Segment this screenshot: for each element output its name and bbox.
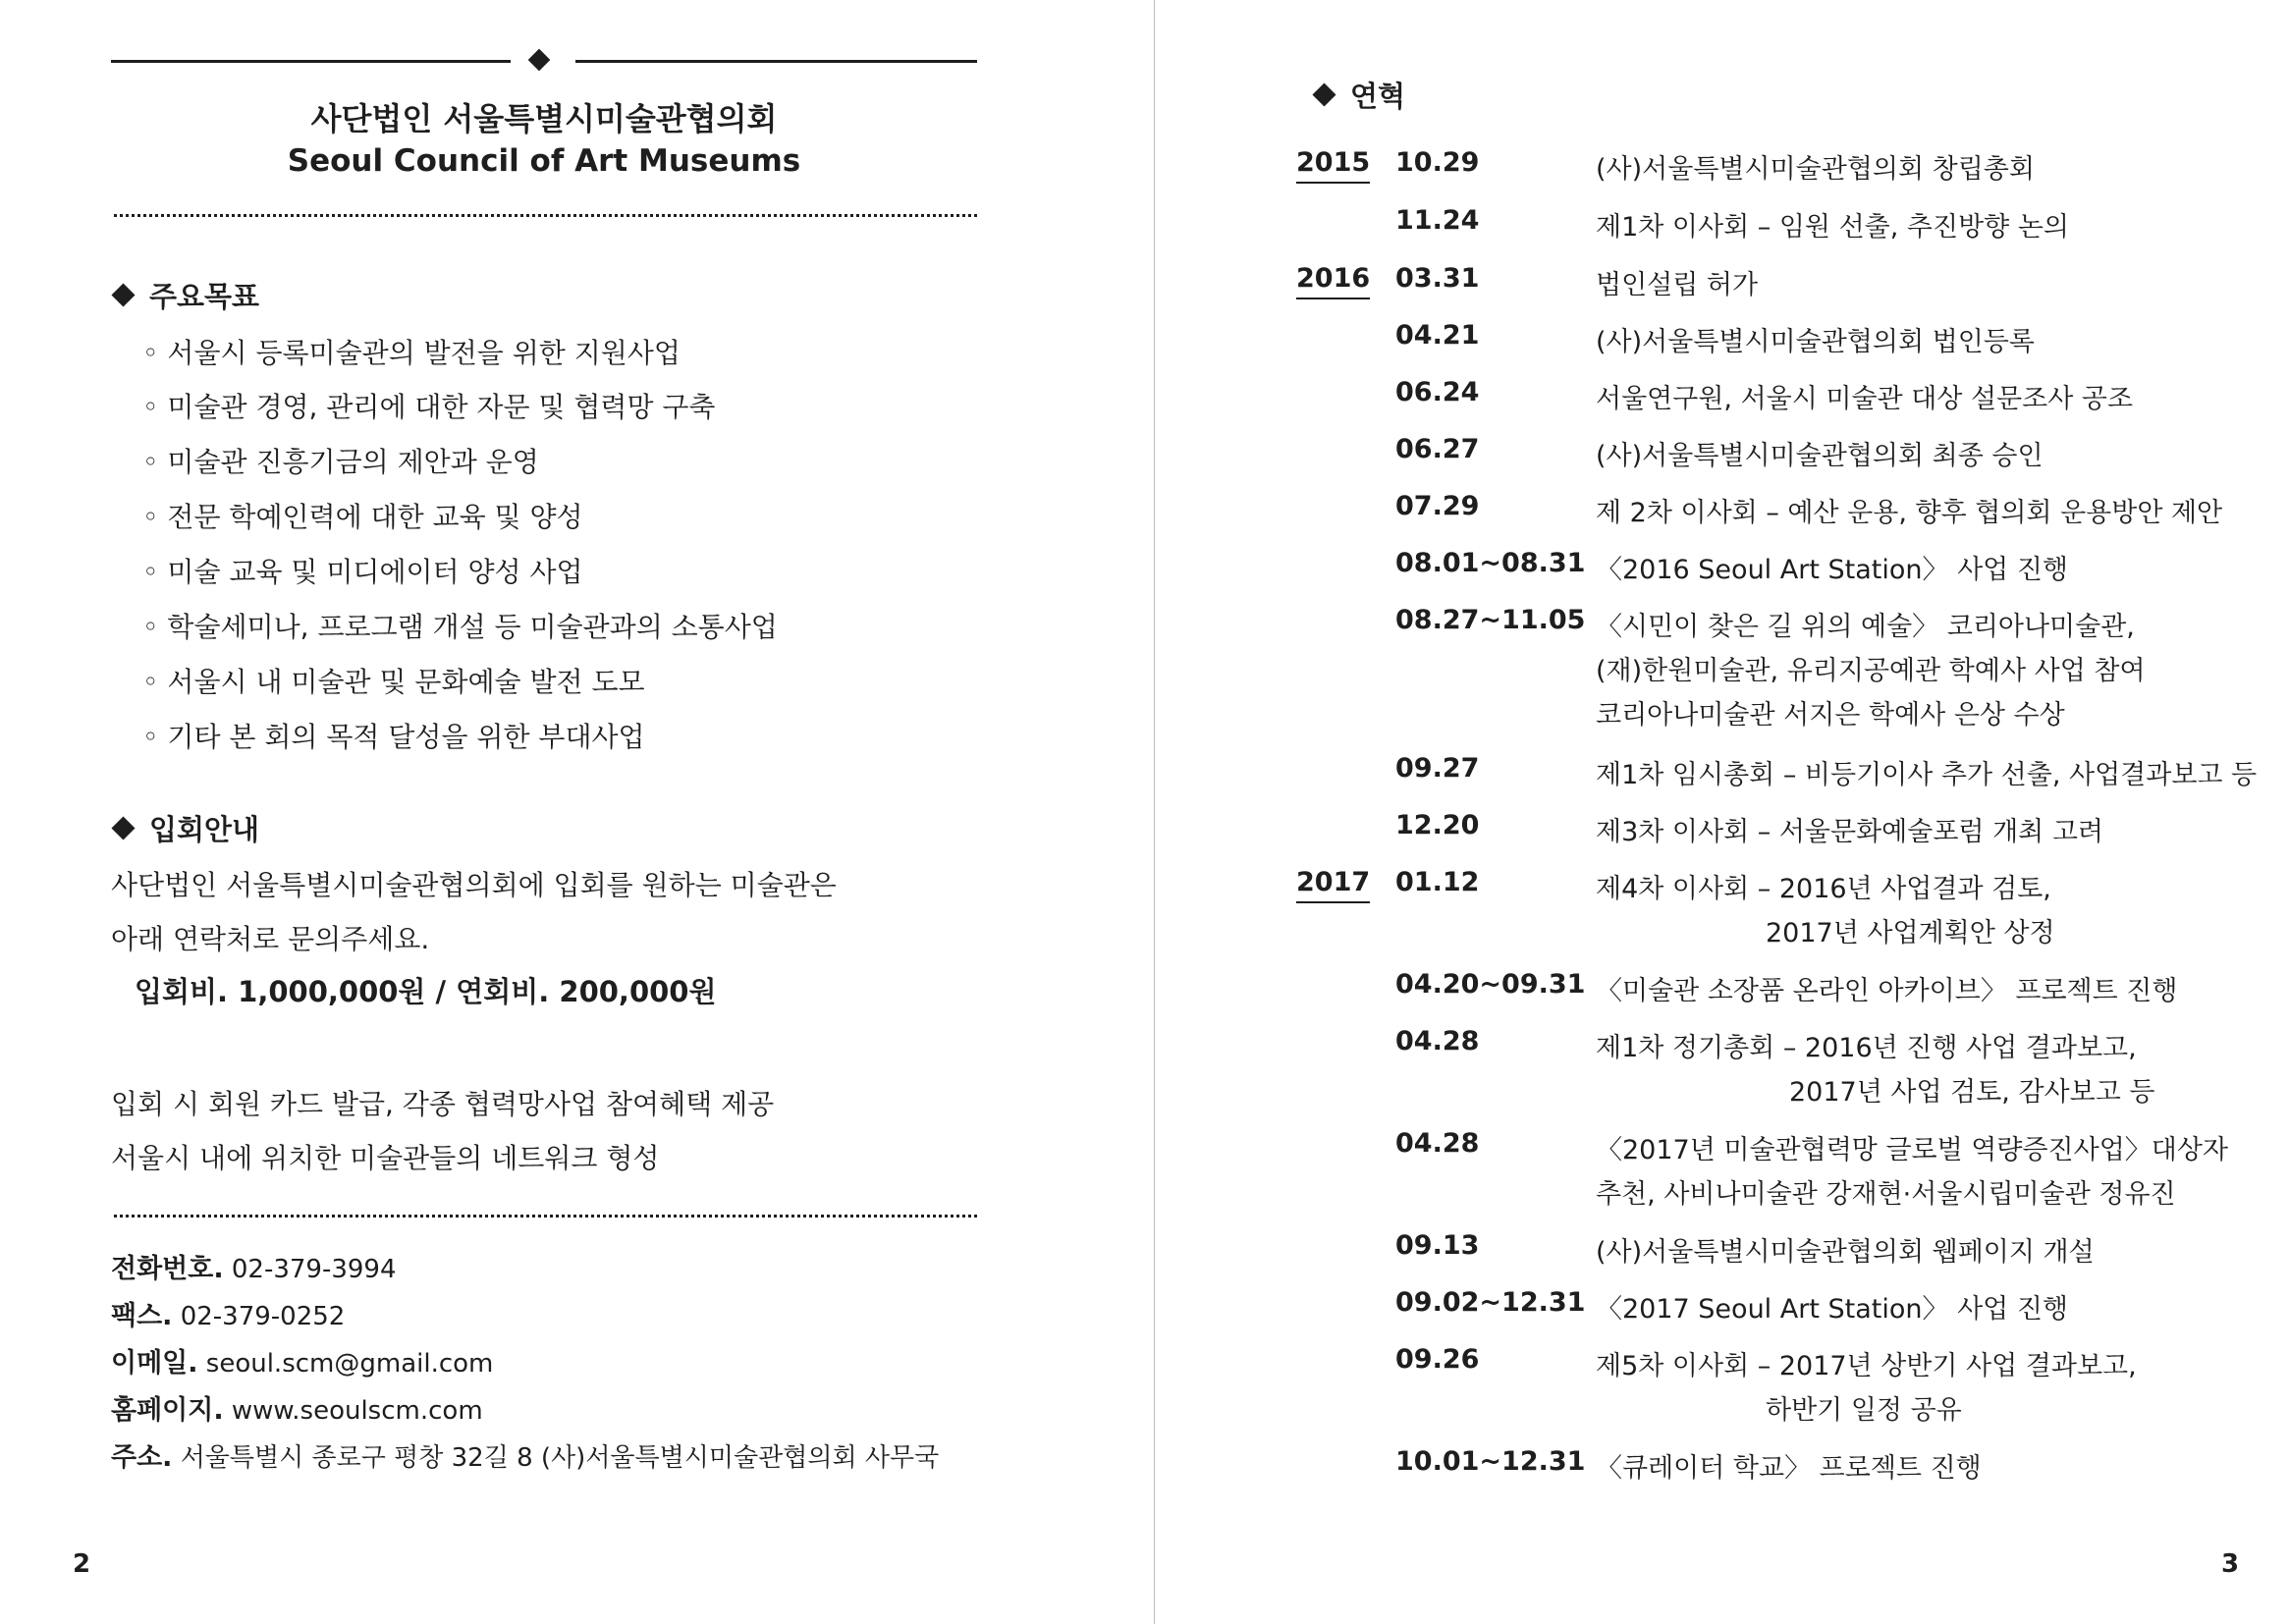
history-event-continued: 하반기 일정 공유 (1766, 1395, 1962, 1426)
history-heading-text: 연혁 (1350, 80, 1406, 113)
history-year: 2016 (1296, 263, 1370, 299)
history-event: 제1차 임시총회 – 비등기이사 추가 선출, 사업결과보고 등 (1596, 760, 2258, 790)
history-date: 07.29 (1395, 491, 1480, 521)
history-date: 09.27 (1395, 753, 1480, 784)
history-date: 09.02~12.31 (1395, 1287, 1586, 1318)
history-event: 제4차 이사회 – 2016년 사업결과 검토, (1596, 874, 2051, 904)
goal-item: ◦ 서울시 등록미술관의 발전을 위한 지원사업 (142, 337, 681, 369)
join-heading-text: 입회안내 (149, 813, 260, 846)
header-rule-left (111, 60, 511, 63)
history-date: 01.12 (1395, 867, 1480, 897)
diamond-bullet-icon (111, 283, 135, 306)
join-text: 사단법인 서울특별시미술관협의회에 입회를 원하는 미술관은 (111, 869, 837, 901)
history-date: 09.26 (1395, 1344, 1480, 1375)
history-event: (사)서울특별시미술관협의회 웹페이지 개설 (1596, 1237, 2095, 1268)
history-event: 〈큐레이터 학교〉 프로젝트 진행 (1596, 1453, 1982, 1484)
contact-fax (111, 1294, 345, 1332)
history-year: 2017 (1296, 867, 1370, 903)
history-event-continued: 코리아나미술관 서지은 학예사 은상 수상 (1596, 700, 2065, 731)
contact-value: www.seoulscm.com (231, 1396, 483, 1426)
history-date: 04.28 (1395, 1026, 1480, 1056)
history-event-continued: 추천, 사비나미술관 강재현·서울시립미술관 정유진 (1596, 1179, 2176, 1210)
header-rule-right (575, 60, 977, 63)
history-date: 08.01~08.31 (1395, 548, 1586, 578)
history-date: 06.27 (1395, 434, 1480, 464)
history-event: 제1차 이사회 – 임원 선출, 추진방향 논의 (1596, 212, 2069, 243)
fee-text: 입회비. 1,000,000원 / 연회비. 200,000원 (135, 975, 717, 1008)
contact-label: 홈페이지. (111, 1395, 224, 1426)
join-heading (111, 808, 259, 848)
benefit-text: 입회 시 회원 카드 발급, 각종 협력망사업 참여혜택 제공 (111, 1088, 775, 1120)
org-name-korean: 사단법인 서울특별시미술관협의회 (310, 100, 778, 137)
history-event: 〈미술관 소장품 온라인 아카이브〉 프로젝트 진행 (1596, 976, 2178, 1006)
history-event: 〈2016 Seoul Art Station〉 사업 진행 (1596, 555, 2068, 585)
history-date: 06.24 (1395, 377, 1480, 407)
history-year: 2015 (1296, 147, 1370, 184)
contact-homepage (111, 1388, 483, 1427)
history-event: 제5차 이사회 – 2017년 상반기 사업 결과보고, (1596, 1351, 2137, 1381)
history-date: 04.28 (1395, 1128, 1480, 1159)
history-event: 법인설립 허가 (1596, 270, 1759, 300)
diamond-bullet-icon (111, 816, 135, 839)
history-event: 제1차 정기총회 – 2016년 진행 사업 결과보고, (1596, 1033, 2137, 1063)
org-name-english: Seoul Council of Art Museums (287, 143, 801, 179)
contact-value: 서울특별시 종로구 평창 32길 8 (사)서울특별시미술관협의회 사무국 (180, 1443, 940, 1473)
goal-item: ◦ 미술관 진흥기금의 제안과 운영 (142, 446, 539, 478)
history-heading (1312, 75, 1405, 115)
history-event: 〈시민이 찾은 길 위의 예술〉 코리아나미술관, (1596, 612, 2135, 642)
contact-value: 02-379-0252 (180, 1302, 346, 1331)
history-date: 03.31 (1395, 263, 1480, 294)
benefit-text: 서울시 내에 위치한 미술관들의 네트워크 형성 (111, 1142, 660, 1174)
history-event: (사)서울특별시미술관협의회 창립총회 (1596, 154, 2035, 185)
history-date: 10.01~12.31 (1395, 1446, 1586, 1477)
goal-item: ◦ 서울시 내 미술관 및 문화예술 발전 도모 (142, 666, 645, 698)
contact-email (111, 1341, 493, 1380)
history-event-continued: (재)한원미술관, 유리지공예관 학예사 사업 참여 (1596, 656, 2146, 686)
goals-heading (111, 275, 259, 315)
goal-item: ◦ 학술세미나, 프로그램 개설 등 미술관과의 소통사업 (142, 611, 778, 643)
join-text: 아래 연락처로 문의주세요. (111, 923, 430, 955)
contact-value: 02-379-3994 (231, 1255, 397, 1284)
history-event: 제 2차 이사회 – 예산 운용, 향후 협의회 운용방안 제안 (1596, 498, 2223, 528)
goal-item: ◦ 기타 본 회의 목적 달성을 위한 부대사업 (142, 721, 645, 753)
goal-item: ◦ 전문 학예인력에 대한 교육 및 양성 (142, 501, 583, 533)
history-event: 〈2017년 미술관협력망 글로벌 역량증진사업〉대상자 (1596, 1135, 2229, 1165)
dotted-divider (114, 1215, 977, 1218)
contact-phone (111, 1247, 397, 1285)
page-number-right: 3 (2221, 1549, 2240, 1579)
history-event: (사)서울특별시미술관협의회 법인등록 (1596, 327, 2035, 357)
history-date: 10.29 (1395, 147, 1480, 178)
history-event-continued: 2017년 사업 검토, 감사보고 등 (1789, 1077, 2155, 1108)
contact-label: 전화번호. (111, 1254, 224, 1284)
dotted-divider (114, 214, 977, 217)
history-event: 〈2017 Seoul Art Station〉 사업 진행 (1596, 1294, 2068, 1325)
goal-item: ◦ 미술 교육 및 미디에이터 양성 사업 (142, 556, 583, 588)
history-date: 11.24 (1395, 205, 1480, 236)
history-date: 12.20 (1395, 810, 1480, 840)
history-date: 04.21 (1395, 320, 1480, 351)
page-number-left: 2 (73, 1549, 91, 1579)
contact-label: 팩스. (111, 1301, 173, 1331)
history-event: (사)서울특별시미술관협의회 최종 승인 (1596, 441, 2044, 471)
diamond-bullet-icon (1312, 82, 1335, 106)
contact-value: seoul.scm@gmail.com (205, 1349, 494, 1379)
history-date: 04.20~09.31 (1395, 969, 1586, 1000)
contact-label: 이메일. (111, 1348, 198, 1379)
history-event-continued: 2017년 사업계획안 상정 (1766, 918, 2055, 948)
goal-item: ◦ 미술관 경영, 관리에 대한 자문 및 협력망 구축 (142, 391, 716, 423)
history-event: 서울연구원, 서울시 미술관 대상 설문조사 공조 (1596, 384, 2134, 414)
goals-heading-text: 주요목표 (149, 280, 260, 313)
history-date: 09.13 (1395, 1230, 1480, 1261)
history-date: 08.27~11.05 (1395, 605, 1586, 635)
contact-label: 주소. (111, 1442, 173, 1473)
contact-address (111, 1435, 939, 1474)
history-event: 제3차 이사회 – 서울문화예술포럼 개최 고려 (1596, 817, 2103, 847)
